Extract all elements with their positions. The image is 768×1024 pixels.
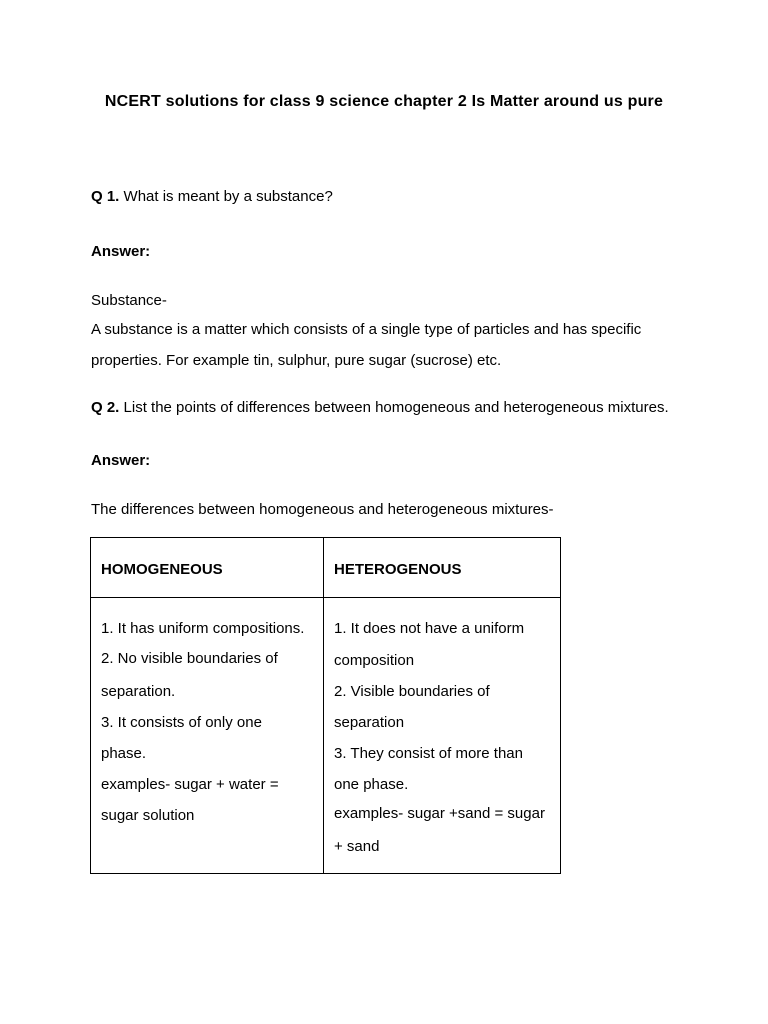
answer-2-label: Answer: bbox=[91, 452, 151, 469]
table-cell-right-line: composition bbox=[334, 652, 415, 669]
table-cell-left-line: 3. It consists of only one bbox=[101, 714, 262, 731]
question-1-text: What is meant by a substance? bbox=[123, 188, 333, 205]
answer-1-line-1: A substance is a matter which consists of a single type of particles and has specific bbox=[91, 321, 642, 338]
question-1 bbox=[91, 188, 333, 205]
table-cell-right-line: separation bbox=[334, 714, 405, 731]
question-2-label: Q 2. bbox=[91, 399, 120, 416]
answer-1-line-2: properties. For example tin, sulphur, pure sugar (sucrose) etc. bbox=[91, 352, 502, 369]
table-cell-right-line: + sand bbox=[334, 838, 380, 855]
table-cell-left-line: sugar solution bbox=[101, 807, 195, 824]
answer-2-intro: The differences between homogeneous and heterogeneous mixtures- bbox=[91, 501, 554, 518]
table-header-heterogenous: HETEROGENOUS bbox=[334, 561, 462, 578]
table-cell-left-line: 2. No visible boundaries of bbox=[101, 650, 278, 667]
table-header-homogeneous: HOMOGENEOUS bbox=[101, 561, 223, 578]
table-cell-right-line: 3. They consist of more than bbox=[334, 745, 523, 762]
table-cell-left-line: 1. It has uniform compositions. bbox=[101, 620, 305, 637]
answer-1-label: Answer: bbox=[91, 243, 151, 260]
table-cell-right-line: one phase. bbox=[334, 776, 409, 793]
table-cell-left-line: phase. bbox=[101, 745, 147, 762]
answer-1-heading: Substance- bbox=[91, 292, 167, 309]
table-column-divider bbox=[323, 537, 324, 874]
table-cell-right-line: examples- sugar +sand = sugar bbox=[334, 805, 545, 822]
table-header-divider bbox=[90, 597, 561, 598]
question-1-label: Q 1. bbox=[91, 188, 120, 205]
table-cell-left-line: separation. bbox=[101, 683, 176, 700]
table-cell-right-line: 2. Visible boundaries of bbox=[334, 683, 490, 700]
question-2-text: List the points of differences between homogeneous and heterogeneous mixtures. bbox=[123, 399, 669, 416]
page-title: NCERT solutions for class 9 science chapter 2 Is Matter around us pure bbox=[104, 93, 664, 110]
question-2 bbox=[91, 399, 669, 416]
table-cell-right-line: 1. It does not have a uniform bbox=[334, 620, 525, 637]
table-cell-left-line: examples- sugar + water = bbox=[101, 776, 279, 793]
